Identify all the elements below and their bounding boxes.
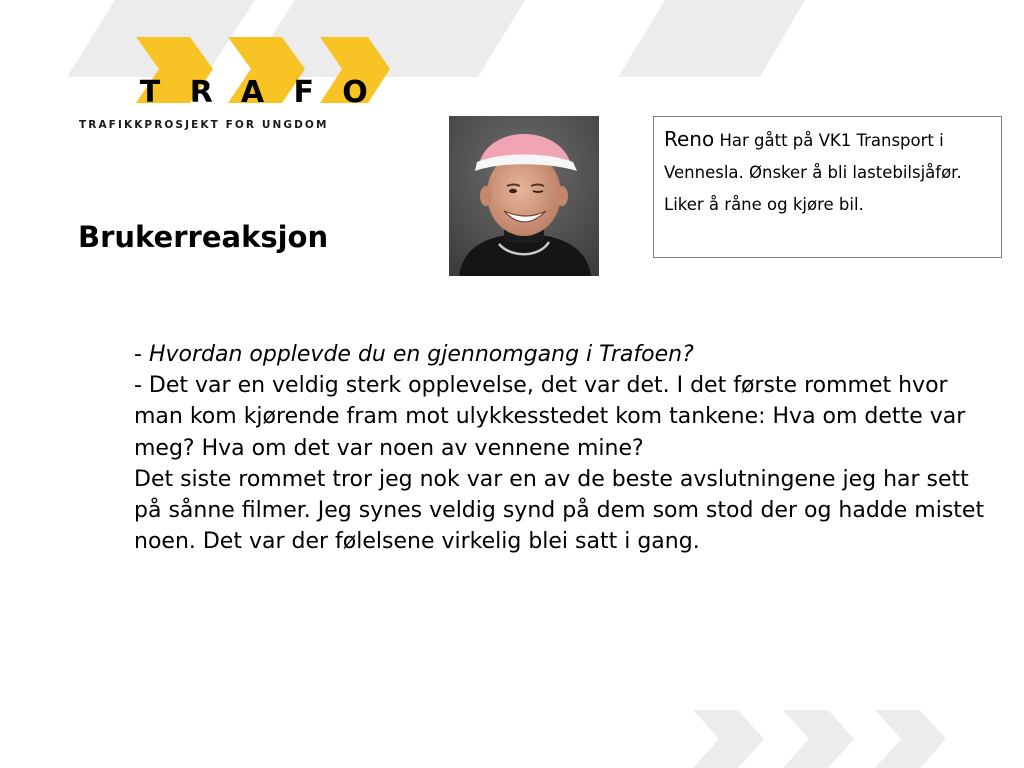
question-dash: - (134, 342, 149, 367)
answer-paragraph-2: Det siste rommet tror jeg nok var en av de beste avslutningene jeg har sett på sånne filmer. Jeg synes veldig synd på dem som stod der og hadde mistet noen. Det var der følelsene virkelig blei satt i gang. (134, 466, 985, 555)
question-text: Hvordan opplevde du en gjennomgang i Trafoen? (148, 342, 694, 367)
logo-letter-r: R (189, 74, 213, 110)
answer-paragraph-1: - Det var en veldig sterk opplevelse, det var det. I det første rommet hvor man kom kjørende fram mot ulykkesstedet kom tankene: Hva om dette var meg? Hva om det var noen av vennene mine? (134, 373, 966, 461)
bio-text: Har gått på VK1 Transport i Vennesla. Ønsker å bli lastebilsjåfør. Liker å råne og kjøre bil. (664, 131, 962, 214)
bio-name: Reno (664, 127, 715, 151)
bottom-chevron-1 (693, 710, 764, 768)
logo-letter-a: A (240, 74, 265, 110)
logo-letter-f: F (293, 74, 314, 110)
logo-wordmark (135, 72, 370, 112)
bio-box (653, 116, 1002, 258)
logo-letter-t: T (139, 74, 161, 110)
question (134, 339, 994, 370)
interview-text (134, 339, 994, 557)
top-chevron-4 (618, 0, 805, 77)
bottom-chevron-2 (783, 710, 854, 768)
portrait-photo (449, 116, 599, 276)
slide-title: Brukerreaksjon (78, 220, 329, 254)
logo-tagline: TRAFIKKPROSJEKT FOR UNGDOM (79, 119, 329, 131)
logo-letter-o: O (342, 74, 368, 110)
bottom-chevron-3 (875, 710, 946, 768)
